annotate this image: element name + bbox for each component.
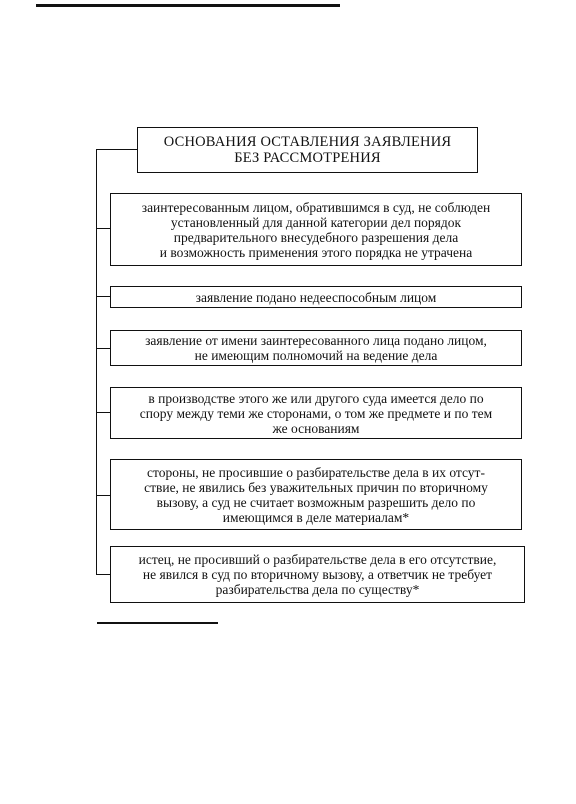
title-line-2: БЕЗ РАССМОТРЕНИЯ	[234, 150, 381, 166]
ground-5-connector	[96, 495, 110, 496]
ground-box-4	[110, 387, 522, 439]
ground-5-line-1: стороны, не просившие о разбирательстве дела в их отсут-	[147, 464, 485, 480]
footnote-rule	[97, 622, 218, 624]
ground-6-line-2: не явился в суд по вторичному вызову, а ответчик не требует	[142, 567, 493, 582]
top-rule	[36, 4, 340, 7]
title-line-1: ОСНОВАНИЯ ОСТАВЛЕНИЯ ЗАЯВЛЕНИЯ	[163, 134, 452, 150]
ground-box-5	[110, 459, 522, 530]
ground-1-line-4: и возможность применения этого порядка не утрачена	[159, 244, 473, 260]
ground-4-connector	[96, 412, 110, 413]
ground-4-line-2: спору между теми же сторонами, о том же предмете и по тем	[139, 405, 493, 421]
ground-2-line-1: заявление подано недееспособным лицом	[195, 289, 437, 305]
ground-6-line-1: истец, не просивший о разбирательстве дела в его отсутствие,	[138, 552, 497, 567]
ground-3-line-2: не имеющим полномочий на ведение дела	[194, 348, 438, 363]
ground-5-line-4: имеющимся в деле материалам*	[222, 509, 410, 525]
ground-3-line-1: заявление от имени заинтересованного лица подано лицом,	[145, 333, 487, 348]
ground-3-connector	[96, 348, 110, 349]
vertical-connector	[96, 149, 97, 574]
ground-box-2	[110, 286, 522, 308]
ground-1-connector	[96, 228, 110, 229]
ground-box-1	[110, 193, 522, 266]
ground-1-line-2: установленный для данной категории дел порядок	[170, 214, 462, 230]
ground-6-line-3: разбирательства дела по существу*	[215, 582, 420, 597]
diagram-title	[137, 127, 478, 173]
ground-6-connector	[96, 574, 110, 575]
ground-box-6	[110, 546, 525, 603]
ground-1-line-3: предварительного внесудебного разрешения дела	[173, 229, 459, 245]
ground-4-line-1: в производстве этого же или другого суда имеется дело по	[148, 390, 484, 406]
ground-1-line-1: заинтересованным лицом, обратившимся в суд, не соблюден	[141, 199, 491, 215]
title-connector	[96, 149, 137, 150]
ground-box-3	[110, 330, 522, 366]
ground-5-line-2: ствие, не явились без уважительных причин по вторичному	[144, 479, 488, 495]
ground-4-line-3: же основаниям	[272, 420, 360, 436]
ground-5-line-3: вызову, а суд не считает возможным разрешить дело по	[156, 494, 476, 510]
ground-2-connector	[96, 296, 110, 297]
